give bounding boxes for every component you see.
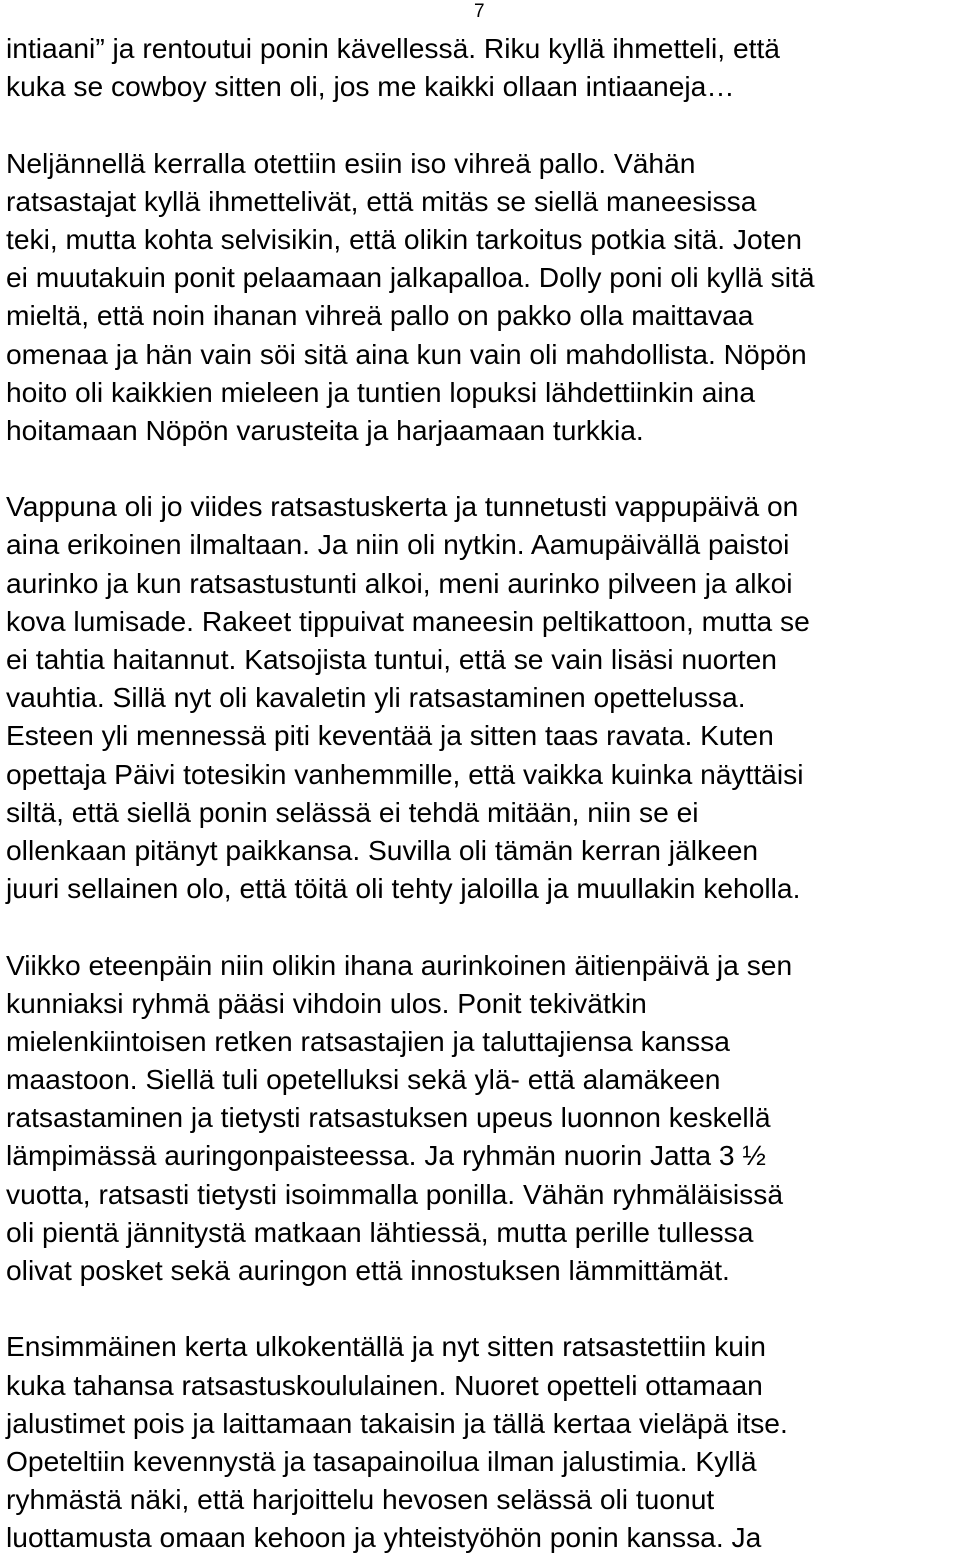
text-line: opettaja Päivi totesikin vanhemmille, että vaikka kuinka näyttäisi (6, 757, 804, 790)
text-line: aurinko ja kun ratsastustunti alkoi, meni aurinko pilveen ja alkoi (6, 566, 793, 599)
text-line: olivat posket sekä auringon että innostuksen lämmittämät. (6, 1254, 730, 1286)
text-line: kova lumisade. Rakeet tippuivat maneesin peltikattoon, mutta se (6, 604, 810, 637)
text-line: kunniaksi ryhmä pääsi vihdoin ulos. Ponit tekivätkin (6, 986, 647, 1019)
paragraph-gap (6, 907, 956, 945)
text-line: mielenkiintoisen retken ratsastajien ja taluttajiensa kanssa (6, 1024, 730, 1057)
text-line: Vappuna oli jo viides ratsastuskerta ja tunnetusti vappupäivä on (6, 490, 799, 523)
text-line: jalustimet pois ja laittamaan takaisin ja tällä kertaa vieläpä itse. (6, 1406, 788, 1439)
text-line: kuka se cowboy sitten oli, jos me kaikki ollaan intiaaneja… (6, 70, 735, 103)
text-line: intiaani” ja rentoutui ponin kävellessä. Riku kyllä ihmetteli, että (6, 32, 780, 64)
paragraph (6, 487, 956, 907)
paragraph (6, 144, 956, 450)
text-line: lämpimässä auringonpaisteessa. Ja ryhmän nuorin Jatta 3 ½ (6, 1139, 766, 1172)
text-line: ratsastaminen ja tietysti ratsastuksen upeus luonnon keskellä (6, 1101, 771, 1134)
text-line: mieltä, että noin ihanan vihreä pallo on pakko olla maittavaa (6, 299, 754, 332)
text-line: ollenkaan pitänyt paikkansa. Suvilla oli tämän kerran jälkeen (6, 833, 759, 866)
paragraph-gap (6, 449, 956, 487)
text-line: teki, mutta kohta selvisikin, että olikin tarkoitus potkia sitä. Joten (6, 222, 802, 255)
page-number: 7 (474, 1, 485, 22)
paragraph (6, 29, 956, 105)
text-line: Neljännellä kerralla otettiin esiin iso vihreä pallo. Vähän (6, 146, 696, 179)
paragraph (6, 1327, 956, 1556)
text-line: hoitamaan Nöpön varusteita ja harjaamaan turkkia. (6, 413, 644, 446)
text-line: omenaa ja hän vain söi sitä aina kun vain oli mahdollista. Nöpön (6, 337, 807, 370)
text-line: oli pientä jännitystä matkaan lähtiessä, mutta perille tullessa (6, 1215, 754, 1248)
text-line: vauhtia. Sillä nyt oli kavaletin yli ratsastaminen opettelussa. (6, 681, 746, 714)
paragraph-gap (6, 105, 956, 143)
text-line: ryhmästä näki, että harjoittelu hevosen selässä oli tuonut (6, 1483, 715, 1516)
text-line: ei tahtia haitannut. Katsojista tuntui, että se vain lisäsi nuorten (6, 643, 777, 675)
text-line: Esteen yli mennessä piti keventää ja sitten taas ravata. Kuten (6, 719, 774, 752)
text-line: Viikko eteenpäin niin olikin ihana aurinkoinen äitienpäivä ja sen (6, 948, 793, 981)
text-line: kuka tahansa ratsastuskoululainen. Nuoret opetteli ottamaan (6, 1368, 763, 1401)
paragraph (6, 946, 956, 1290)
text-line: maastoon. Siellä tuli opetelluksi sekä ylä- että alamäkeen (6, 1063, 721, 1096)
text-line: luottamusta omaan kehoon ja yhteistyöhön ponin kanssa. Ja (6, 1521, 762, 1554)
text-line: ei muutakuin ponit pelaamaan jalkapalloa. Dolly poni oli kyllä sitä (6, 261, 815, 294)
text-line: Opeteltiin kevennystä ja tasapainoilua ilman jalustimia. Kyllä (6, 1444, 757, 1477)
paragraph-gap (6, 1289, 956, 1327)
text-line: ratsastajat kyllä ihmettelivät, että mitäs se siellä maneesissa (6, 184, 757, 217)
text-line: Ensimmäinen kerta ulkokentällä ja nyt sitten ratsastettiin kuin (6, 1330, 766, 1363)
text-line: siltä, että siellä ponin selässä ei tehdä mitään, niin se ei (6, 795, 699, 828)
text-line: juuri sellainen olo, että töitä oli tehty jaloilla ja muullakin keholla. (6, 872, 801, 905)
text-line: vuotta, ratsasti tietysti isoimmalla ponilla. Vähän ryhmäläisissä (6, 1177, 784, 1210)
text-line: hoito oli kaikkien mieleen ja tuntien lopuksi lähdettiinkin aina (6, 375, 755, 408)
body-text (6, 29, 956, 1557)
text-line: aina erikoinen ilmaltaan. Ja niin oli nytkin. Aamupäivällä paistoi (6, 528, 790, 561)
